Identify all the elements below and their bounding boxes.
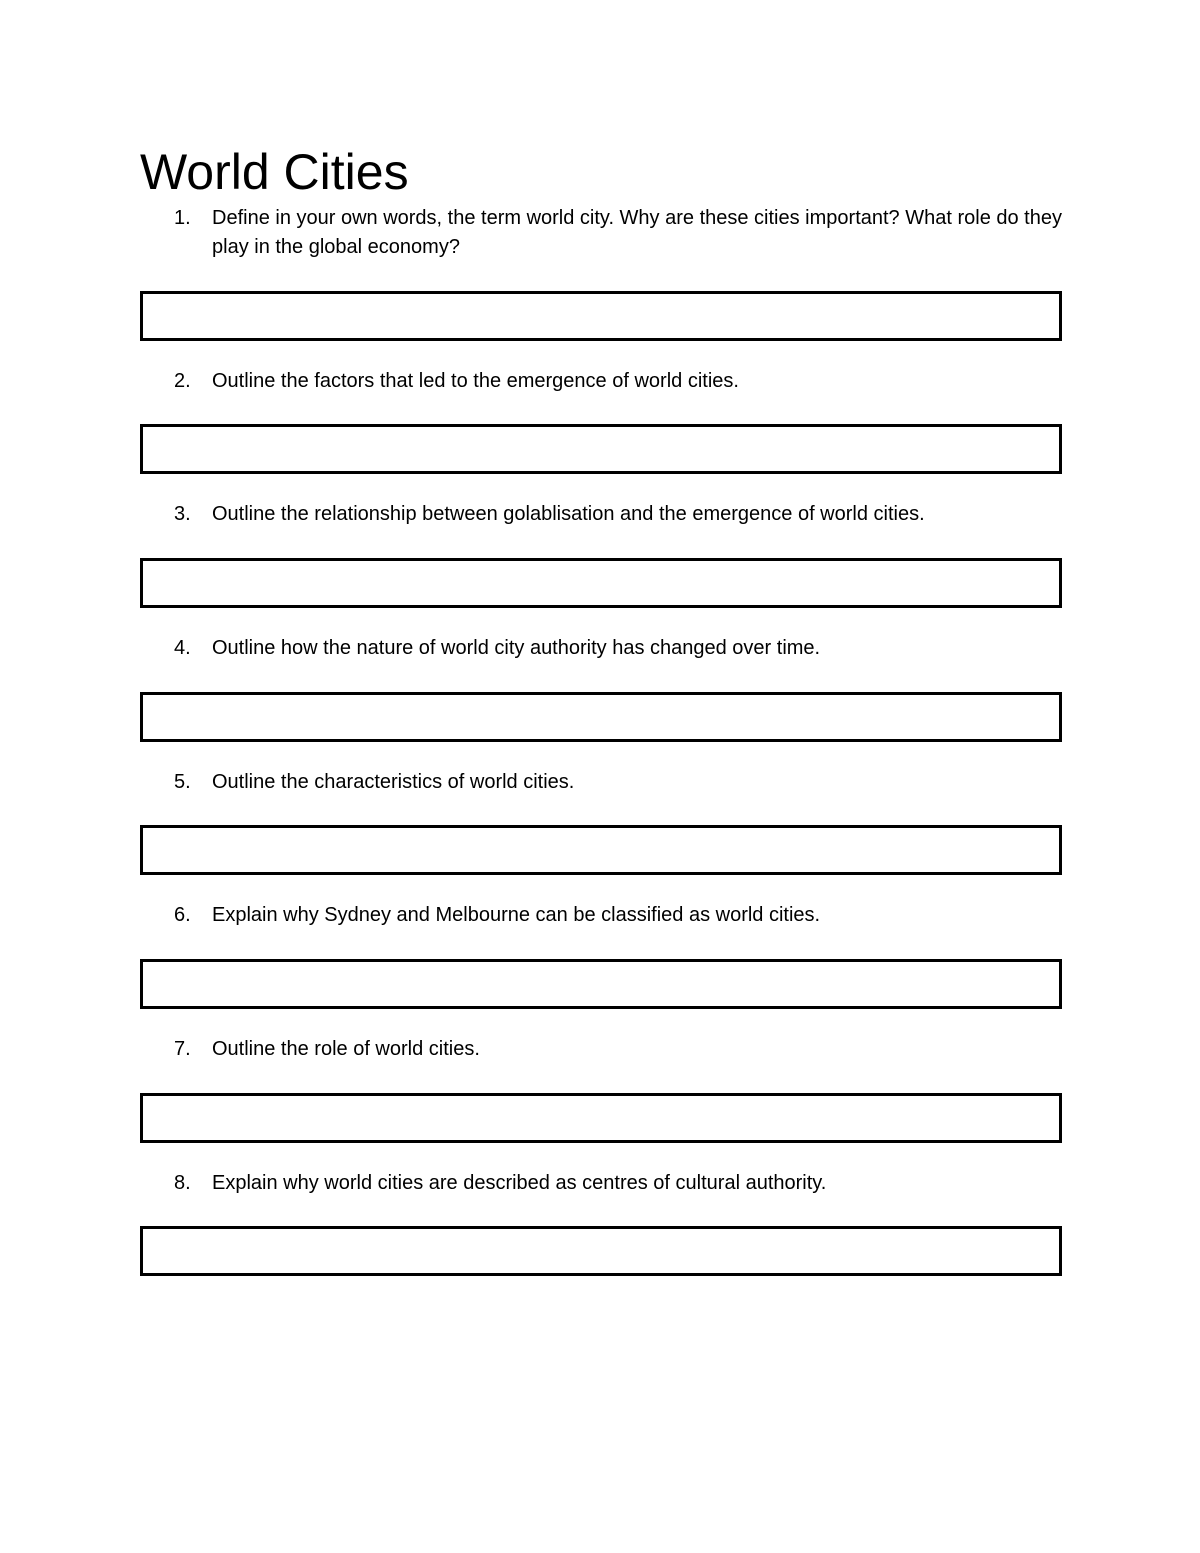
question-text: Outline the relationship between golablisation and the emergence of world cities. bbox=[212, 503, 925, 525]
question-text: Outline the role of world cities. bbox=[212, 1038, 480, 1060]
question-2 bbox=[140, 367, 1062, 396]
question-5 bbox=[140, 768, 1062, 797]
question-7 bbox=[140, 1035, 1062, 1064]
question-text: Outline the characteristics of world cities. bbox=[212, 771, 575, 793]
answer-box-5[interactable] bbox=[140, 825, 1062, 875]
answer-box-3[interactable] bbox=[140, 558, 1062, 608]
question-3 bbox=[140, 500, 1062, 529]
question-6 bbox=[140, 901, 1062, 930]
question-number: 1. bbox=[174, 207, 191, 229]
question-text: Outline the factors that led to the emergence of world cities. bbox=[212, 370, 739, 392]
answer-box-8[interactable] bbox=[140, 1226, 1062, 1276]
question-number: 4. bbox=[174, 637, 191, 659]
question-text: Explain why Sydney and Melbourne can be classified as world cities. bbox=[212, 904, 821, 926]
answer-box-6[interactable] bbox=[140, 959, 1062, 1009]
question-number: 8. bbox=[174, 1172, 191, 1194]
question-text: Outline how the nature of world city authority has changed over time. bbox=[212, 637, 821, 659]
question-1 bbox=[140, 204, 1062, 262]
question-number: 7. bbox=[174, 1038, 191, 1060]
question-text: Explain why world cities are described as centres of cultural authority. bbox=[212, 1172, 827, 1194]
question-8 bbox=[140, 1169, 1062, 1198]
question-number: 2. bbox=[174, 370, 191, 392]
question-number: 6. bbox=[174, 904, 191, 926]
answer-box-4[interactable] bbox=[140, 692, 1062, 742]
answer-box-2[interactable] bbox=[140, 424, 1062, 474]
question-text: Define in your own words, the term world city. Why are these cities important? What role do they play in the global economy? bbox=[212, 207, 1062, 258]
answer-box-1[interactable] bbox=[140, 291, 1062, 341]
question-4 bbox=[140, 634, 1062, 663]
question-number: 3. bbox=[174, 503, 191, 525]
page-title: World Cities bbox=[140, 144, 409, 200]
question-number: 5. bbox=[174, 771, 191, 793]
answer-box-7[interactable] bbox=[140, 1093, 1062, 1143]
